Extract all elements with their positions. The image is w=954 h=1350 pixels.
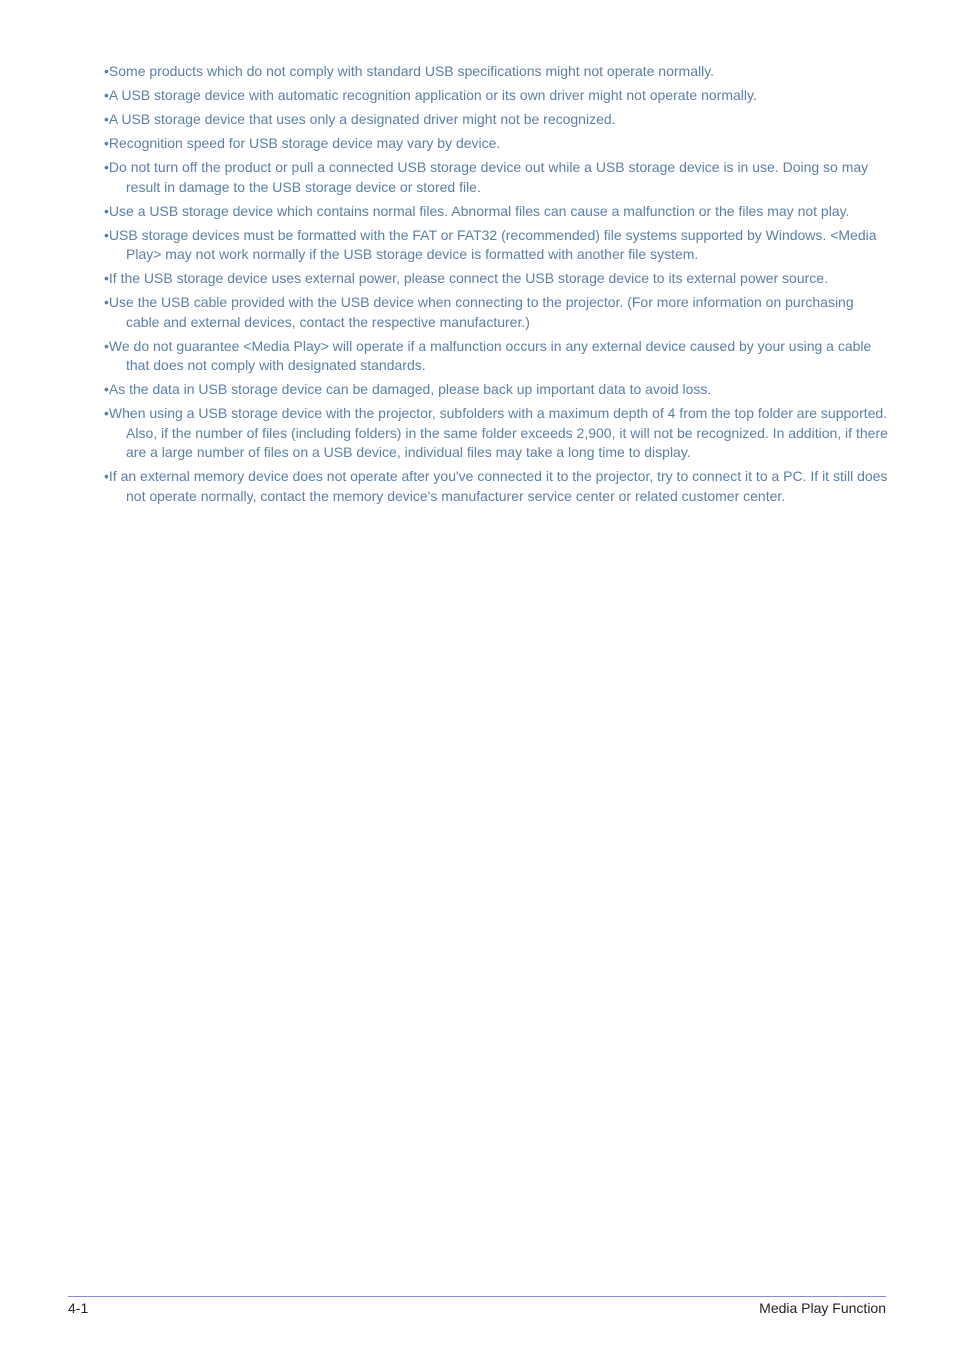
note-item [104,380,888,400]
note-item [104,158,888,197]
bullet-icon: • [104,381,109,397]
bullet-icon: • [104,135,109,151]
bullet-icon: • [104,226,109,243]
bullet-icon: • [104,202,109,219]
note-item [104,293,888,332]
bullet-icon: • [104,111,109,127]
bullet-icon: • [104,270,109,286]
note-item [104,202,888,222]
note-item [104,86,888,106]
bullet-icon: • [104,294,109,310]
page-number: 4-1 [68,1300,89,1316]
section-title: Media Play Function [759,1300,886,1316]
note-item [104,467,888,506]
note-item [104,62,888,82]
note-item [104,337,888,376]
note-text: We do not guarantee <Media Play> will operate if a malfunction occurs in any external device caused by your using a cable that does not comply with designated standards. [108,337,872,373]
note-text: As the data in USB storage device can be damaged, please back up important data to avoid loss. [108,381,712,397]
note-text: Do not turn off the product or pull a connected USB storage device out while a USB storage device is in use. Doing so may result in damage to the USB storage device or stored file. [108,159,869,195]
note-text: If an external memory device does not operate after you've connected it to the projector, try to connect it to a PC. If it still does not operate normally, contact the memory device's manufacturer service center or related customer center. [108,468,888,504]
note-text: USB storage devices must be formatted with the FAT or FAT32 (recommended) file systems supported by Windows. <Media Play> may not work normally if the USB storage device is formatted with another file system. [108,226,877,262]
notes-list [104,62,888,511]
note-item [104,404,888,463]
bullet-icon: • [104,405,109,421]
bullet-icon: • [104,159,109,175]
note-text: Some products which do not comply with standard USB specifications might not operate normally. [108,63,715,79]
note-item [104,110,888,130]
note-text: Use the USB cable provided with the USB device when connecting to the projector. (For more information on purchasing cable and external devices, contact the respective manufacturer.) [108,294,854,330]
note-text: A USB storage device with automatic recognition application or its own driver might not operate normally. [108,87,757,103]
bullet-icon: • [104,468,109,484]
note-text: Use a USB storage device which contains normal files. Abnormal files can cause a malfunction or the files may not play. [108,202,850,219]
note-text: When using a USB storage device with the projector, subfolders with a maximum depth of 4 from the top folder are supported. Also, if the number of files (including folders) in the same folder exceeds 2,900, it will not be recognized. In addition, if there are a large number of files on a USB device, individual files may take a long time to display. [108,405,888,460]
bullet-icon: • [104,87,109,103]
note-text: Recognition speed for USB storage device may vary by device. [108,135,501,151]
bullet-icon: • [104,337,109,354]
note-item [104,134,888,154]
note-item [104,269,888,289]
note-text: A USB storage device that uses only a designated driver might not be recognized. [108,111,616,127]
note-item [104,226,888,265]
bullet-icon: • [104,63,109,79]
note-text: If the USB storage device uses external power, please connect the USB storage device to its external power source. [108,270,828,286]
footer-divider [68,1296,886,1297]
